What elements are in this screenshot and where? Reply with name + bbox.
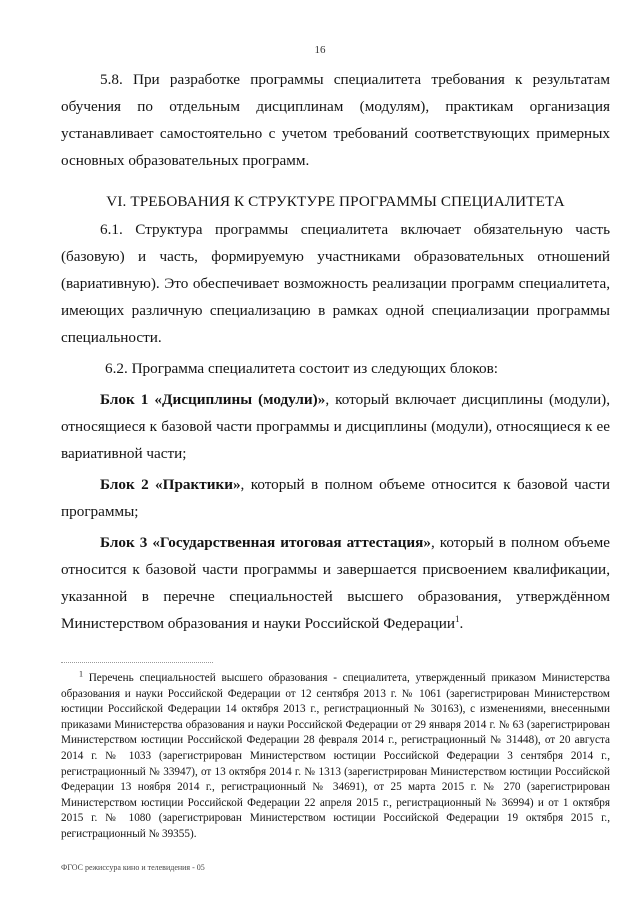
footnote-reference: 1 (454, 613, 460, 624)
page-number: 16 (314, 44, 326, 56)
paragraph-6-2: 6.2. Программа специалитета состоит из следующих блоков: (105, 360, 498, 377)
footnote-text: Перечень специальностей высшего образования - специалитета, утвержденный приказом Министерства образования и науки Российской Федерации от 12 сентября 2013 г. № 1061 (зарегистрирован Министерством юстиции Российской Федерации 14 октября 2013 г., регистрационный № 30163), с изменениями, внесенными приказами Министерства образования и науки Российской Федерации от 29 января 2014 г. № 63 (зарегистрирован Министерством юстиции Российской Федерации 28 февраля 2014 г., регистрационный № 31448), от 20 августа 2014 г. № 1033 (зарегистрирован Министерством юстиции Российской Федерации 3 сентября 2014 г., регистрационный № 33947), от 13 октября 2014 г. № 1313 (зарегистрирован Министерством юстиции Российской Федерации 13 ноября 2014 г., регистрационный № 34691), от 25 марта 2015 г. № 270 (зарегистрирован Министерством юстиции Российской Федерации 22 апреля 2015 г., регистрационный № 36994) и от 1 октября 2015 г. № 1080 (зарегистрирован Министерством юстиции Российской Федерации 19 октября 2015 г., регистрационный № 39355). (61, 672, 610, 840)
block-3-end: . (459, 615, 464, 632)
document-body (61, 66, 610, 641)
block-3-text: , который в полном объеме относится к базовой части программы и завершается присвоением квалификации, указанной в перечне специальностей высшего образования, утверждённом Министерством образования и науки Российской Федерации (61, 534, 610, 632)
block-1-label: Блок 1 «Дисциплины (модули)» (100, 391, 326, 408)
section-heading: VI. ТРЕБОВАНИЯ К СТРУКТУРЕ ПРОГРАММЫ СПЕЦИАЛИТЕТА (106, 193, 565, 210)
footnote-separator (61, 662, 213, 663)
block-3-label: Блок 3 «Государственная итоговая аттестация» (100, 534, 431, 551)
block-1-paragraph (61, 386, 610, 467)
paragraph-5-8: 5.8. При разработке программы специалитета требования к результатам обучения по отдельным дисциплинам (модулям), практикам организация устанавливает самостоятельно с учетом требований соответствующих примерных основных образовательных программ. (61, 71, 610, 169)
block-1-text: , который включает дисциплины (модули), относящиеся к базовой части программы и дисциплины (модули), относящиеся к ее вариативной части; (61, 391, 610, 462)
footnote-mark: 1 (79, 669, 83, 679)
block-2-label: Блок 2 «Практики» (100, 476, 241, 493)
block-2-text: , который в полном объеме относится к базовой части программы; (61, 476, 610, 520)
footnote (61, 671, 610, 843)
block-3-paragraph (61, 529, 610, 637)
paragraph-6-1: 6.1. Структура программы специалитета включает обязательную часть (базовую) и часть, формируемую участниками образовательных отношений (вариативную). Это обеспечивает возможность реализации программ специалитета, имеющих различную специализацию в рамках одной специализации программы специальности. (61, 221, 610, 346)
footer-mark: ФГОС режиссура кино и телевидения - 05 (61, 863, 205, 872)
block-2-paragraph (61, 471, 610, 525)
